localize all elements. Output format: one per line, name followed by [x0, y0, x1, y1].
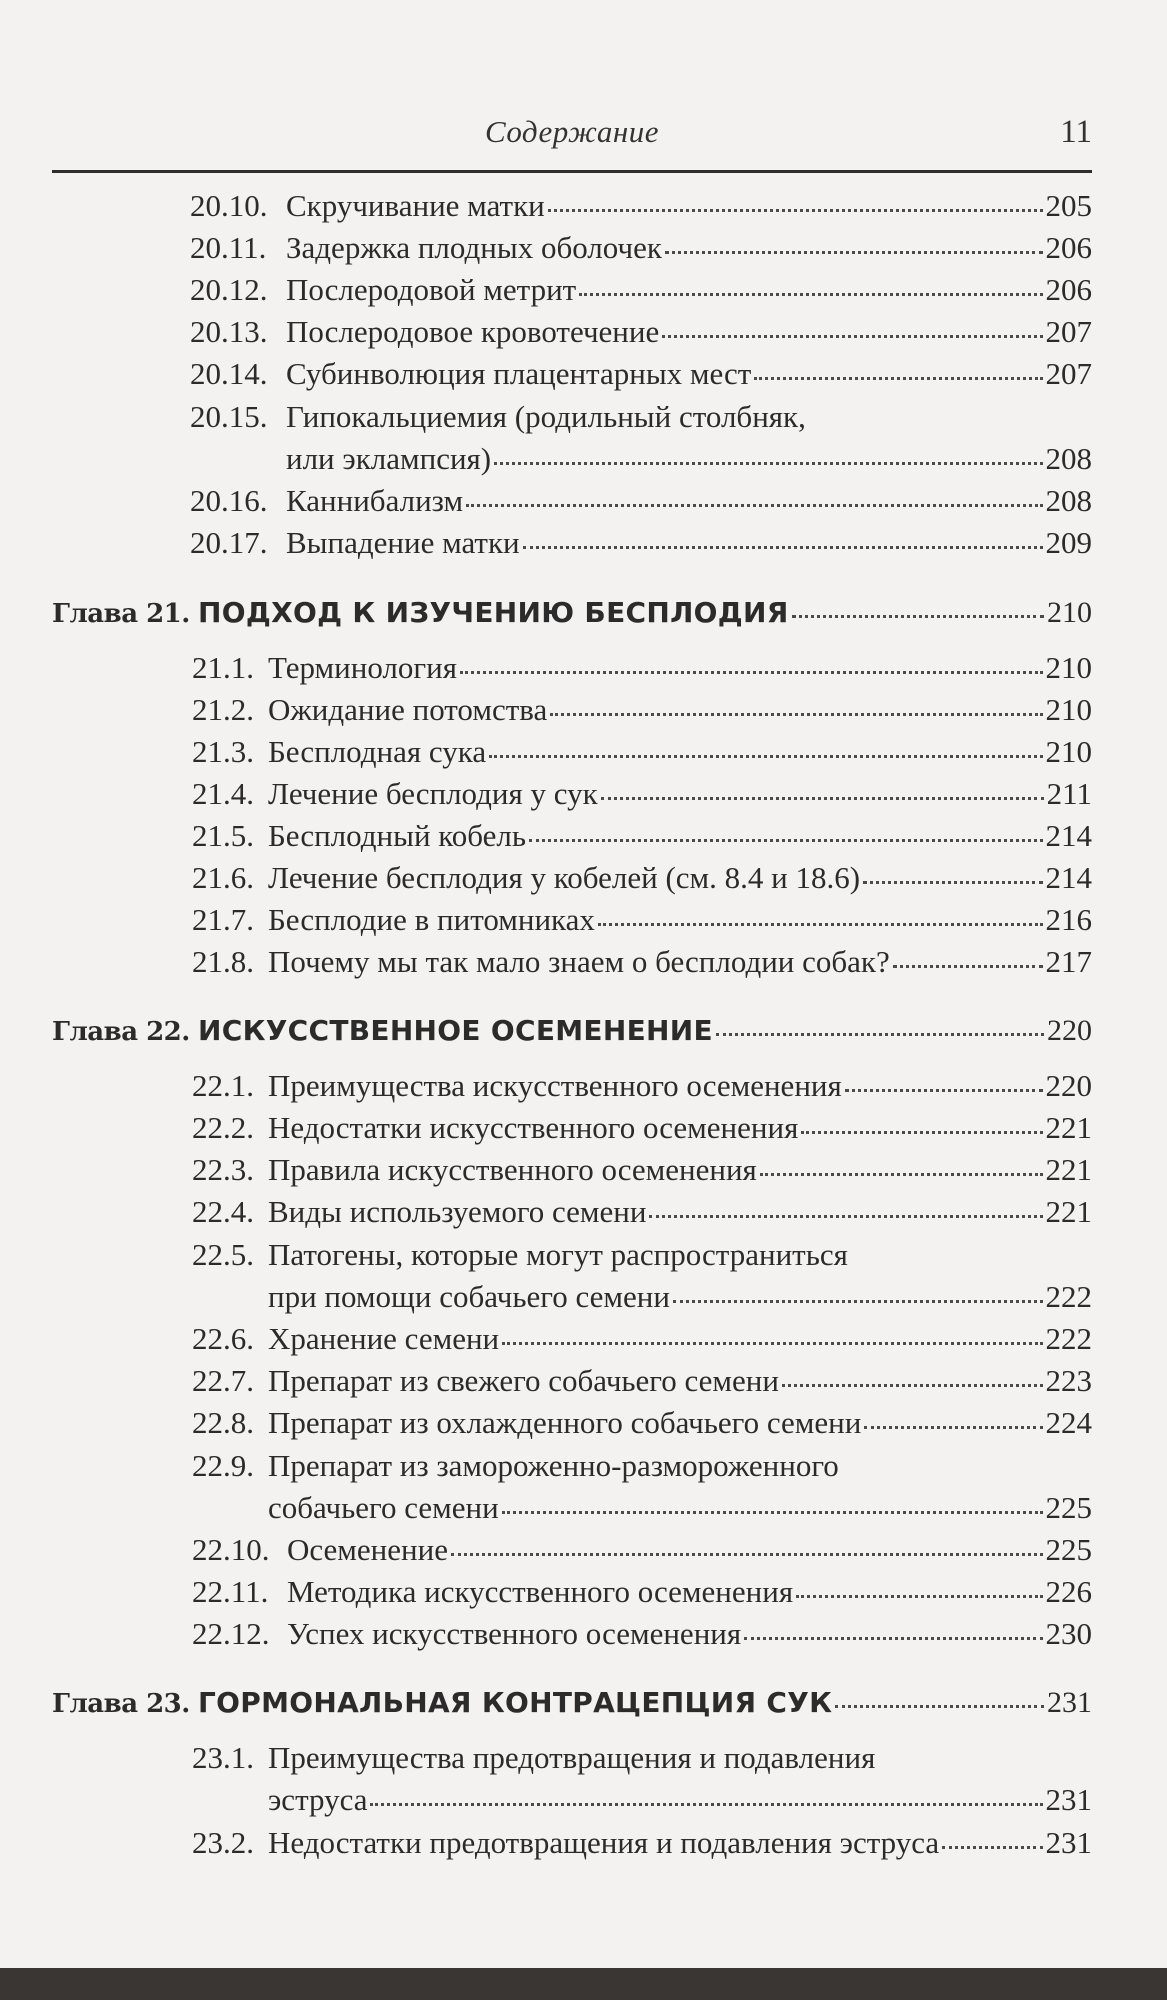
- entry-title: Методика искусственного осеменения: [287, 1574, 794, 1609]
- dot-leader: [673, 1300, 1043, 1303]
- entry-number: 20.12.: [190, 272, 268, 307]
- entry-page: 221: [1045, 1152, 1092, 1187]
- dot-leader: [466, 504, 1042, 507]
- entry-number: 22.8.: [192, 1405, 254, 1440]
- toc-entry[interactable]: [192, 815, 1092, 857]
- entry-title: Бесплодная сука: [268, 734, 487, 769]
- entry-page: 210: [1045, 692, 1092, 727]
- page-edge: [0, 1968, 1167, 2000]
- dot-leader: [754, 377, 1042, 380]
- chapter-page: 210: [1047, 596, 1092, 629]
- toc-entry[interactable]: [268, 1276, 1092, 1318]
- dot-leader: [548, 209, 1043, 212]
- entry-title: эструса: [268, 1782, 368, 1817]
- dot-leader: [845, 1089, 1043, 1092]
- dot-leader: [792, 615, 1044, 618]
- dot-leader: [893, 965, 1043, 968]
- entry-number: 21.7.: [192, 902, 254, 937]
- entry-title: Осеменение: [287, 1532, 448, 1567]
- entry-title: Хранение семени: [268, 1321, 500, 1356]
- entry-title: Патогены, которые могут распространиться: [268, 1237, 848, 1272]
- entry-page: 230: [1045, 1616, 1092, 1651]
- entry-number: 21.3.: [192, 734, 254, 769]
- dot-leader: [782, 1384, 1043, 1387]
- toc-entry[interactable]: [192, 899, 1092, 941]
- entry-number: 21.5.: [192, 818, 254, 853]
- dot-leader: [494, 462, 1042, 465]
- toc-entry[interactable]: [192, 1613, 1092, 1655]
- chapter-heading[interactable]: [52, 1010, 1092, 1052]
- entry-title: Успех искусственного осеменения: [287, 1616, 742, 1651]
- entry-number: 21.4.: [192, 776, 254, 811]
- dot-leader: [601, 797, 1044, 800]
- page-number: 11: [1060, 114, 1092, 150]
- entry-number: 22.12.: [192, 1616, 270, 1651]
- entry-page: 222: [1045, 1279, 1092, 1314]
- chapter-title: ПОДХОД К ИЗУЧЕНИЮ БЕСПЛОДИЯ: [198, 596, 789, 629]
- entry-page: 214: [1045, 860, 1092, 895]
- toc-entry[interactable]: [192, 647, 1092, 689]
- dot-leader: [523, 546, 1043, 549]
- entry-title: Препарат из свежего собачьего семени: [268, 1363, 779, 1398]
- entry-title: собачьего семени: [268, 1490, 499, 1525]
- dot-leader: [502, 1342, 1042, 1345]
- dot-leader: [835, 1705, 1044, 1708]
- entry-number: 20.17.: [190, 525, 268, 560]
- entry-number: 23.2.: [192, 1825, 254, 1860]
- toc-entry[interactable]: [192, 1822, 1092, 1864]
- entry-number: 22.5.: [192, 1237, 254, 1272]
- toc-entry[interactable]: [268, 1487, 1092, 1529]
- toc-entry[interactable]: [190, 480, 1092, 522]
- entry-page: 210: [1045, 650, 1092, 685]
- entry-page: 231: [1045, 1825, 1092, 1860]
- dot-leader: [662, 335, 1042, 338]
- toc-entry[interactable]: [190, 227, 1092, 269]
- chapter-heading[interactable]: [52, 1682, 1092, 1724]
- toc-entry[interactable]: [192, 731, 1092, 773]
- entry-page: 207: [1045, 314, 1092, 349]
- toc-entry[interactable]: [190, 396, 806, 438]
- entry-title: Скручивание матки: [286, 188, 545, 223]
- entry-title: Задержка плодных оболочек: [286, 230, 662, 265]
- entry-page: 209: [1045, 525, 1092, 560]
- entry-number: 23.1.: [192, 1740, 254, 1775]
- chapter-heading[interactable]: [52, 592, 1092, 634]
- entry-title: Лечение бесплодия у кобелей (см. 8.4 и 18.6): [268, 860, 861, 895]
- toc-entry[interactable]: [192, 1402, 1092, 1444]
- toc-entry[interactable]: [192, 1234, 848, 1276]
- entry-title: Почему мы так мало знаем о бесплодии собак?: [268, 944, 890, 979]
- chapter-label: Глава 22.: [52, 1017, 190, 1047]
- entry-title: Лечение бесплодия у сук: [268, 776, 598, 811]
- entry-page: 205: [1045, 188, 1092, 223]
- entry-title: Бесплодный кобель: [268, 818, 527, 853]
- entry-page: 208: [1045, 483, 1092, 518]
- entry-page: 224: [1045, 1405, 1092, 1440]
- toc-entry[interactable]: [190, 353, 1092, 395]
- chapter-page: 220: [1047, 1014, 1092, 1047]
- chapter-title: ГОРМОНАЛЬНАЯ КОНТРАЦЕПЦИЯ СУК: [198, 1686, 833, 1719]
- dot-leader: [598, 923, 1043, 926]
- entry-number: 22.6.: [192, 1321, 254, 1356]
- entry-title: Правила искусственного осеменения: [268, 1152, 757, 1187]
- entry-number: 21.6.: [192, 860, 254, 895]
- entry-title: Послеродовой метрит: [286, 272, 577, 307]
- toc-entry[interactable]: [192, 857, 1092, 899]
- dot-leader: [649, 1215, 1042, 1218]
- entry-page: 207: [1045, 356, 1092, 391]
- entry-number: 21.2.: [192, 692, 254, 727]
- dot-leader: [760, 1173, 1043, 1176]
- running-title: Содержание: [484, 114, 660, 149]
- entry-number: 22.4.: [192, 1194, 254, 1229]
- dot-leader: [864, 1426, 1042, 1429]
- entry-page: 214: [1045, 818, 1092, 853]
- dot-leader: [529, 839, 1042, 842]
- dot-leader: [579, 293, 1042, 296]
- entry-title: при помощи собачьего семени: [268, 1279, 670, 1314]
- entry-title: Преимущества искусственного осеменения: [268, 1068, 842, 1103]
- toc-entry[interactable]: [190, 185, 1092, 227]
- entry-number: 20.14.: [190, 356, 268, 391]
- entry-title: Препарат из замороженно-размороженного: [268, 1448, 839, 1483]
- entry-number: 22.7.: [192, 1363, 254, 1398]
- toc-entry[interactable]: [286, 438, 1092, 480]
- toc-entry[interactable]: [192, 941, 1092, 983]
- entry-title: Недостатки искусственного осеменения: [268, 1110, 799, 1145]
- entry-title: Каннибализм: [286, 483, 464, 518]
- entry-number: 20.13.: [190, 314, 268, 349]
- entry-page: 216: [1045, 902, 1092, 937]
- entry-page: 221: [1045, 1110, 1092, 1145]
- entry-number: 21.8.: [192, 944, 254, 979]
- toc-entry[interactable]: [192, 1571, 1092, 1613]
- entry-number: 22.3.: [192, 1152, 254, 1187]
- entry-title: Послеродовое кровотечение: [286, 314, 660, 349]
- entry-title: Бесплодие в питомниках: [268, 902, 595, 937]
- toc-entry[interactable]: [192, 689, 1092, 731]
- entry-number: 20.16.: [190, 483, 268, 518]
- entry-number: 22.1.: [192, 1068, 254, 1103]
- entry-page: 221: [1045, 1194, 1092, 1229]
- entry-title: Преимущества предотвращения и подавления: [268, 1740, 876, 1775]
- dot-leader: [502, 1511, 1043, 1514]
- chapter-title: ИСКУССТВЕННОЕ ОСЕМЕНЕНИЕ: [198, 1014, 713, 1047]
- toc-entry[interactable]: [192, 1737, 875, 1779]
- entry-title: Ожидание потомства: [268, 692, 548, 727]
- toc-entry[interactable]: [190, 269, 1092, 311]
- dot-leader: [451, 1553, 1043, 1556]
- entry-number: 20.10.: [190, 188, 268, 223]
- entry-title: Препарат из охлажденного собачьего семени: [268, 1405, 862, 1440]
- entry-page: 223: [1045, 1363, 1092, 1398]
- entry-page: 220: [1045, 1068, 1092, 1103]
- running-header: [52, 108, 1092, 158]
- toc-entry[interactable]: [192, 1107, 1092, 1149]
- toc-entry[interactable]: [190, 522, 1092, 564]
- entry-number: 20.15.: [190, 399, 268, 434]
- dot-leader: [716, 1033, 1044, 1036]
- entry-title: Гипокальциемия (родильный столбняк,: [286, 399, 806, 434]
- entry-number: 21.1.: [192, 650, 254, 685]
- toc-entry[interactable]: [192, 1149, 1092, 1191]
- dot-leader: [744, 1637, 1042, 1640]
- toc-entry[interactable]: [192, 773, 1092, 815]
- toc-entry[interactable]: [192, 1360, 1092, 1402]
- dot-leader: [665, 251, 1043, 254]
- entry-page: 208: [1045, 441, 1092, 476]
- entry-title: Терминология: [268, 650, 457, 685]
- entry-title: Субинволюция плацентарных мест: [286, 356, 752, 391]
- entry-page: 225: [1045, 1532, 1092, 1567]
- entry-page: 226: [1045, 1574, 1092, 1609]
- entry-page: 217: [1045, 944, 1092, 979]
- entry-page: 206: [1045, 230, 1092, 265]
- chapter-label: Глава 21.: [52, 599, 190, 629]
- toc-entry[interactable]: [190, 311, 1092, 353]
- entry-title: Недостатки предотвращения и подавления эструса: [268, 1825, 940, 1860]
- chapter-label: Глава 23.: [52, 1689, 190, 1719]
- entry-page: 206: [1045, 272, 1092, 307]
- entry-number: 22.9.: [192, 1448, 254, 1483]
- entry-number: 22.2.: [192, 1110, 254, 1145]
- toc-entry[interactable]: [192, 1445, 839, 1487]
- chapter-page: 231: [1047, 1686, 1092, 1719]
- header-rule: [52, 170, 1092, 173]
- entry-page: 222: [1045, 1321, 1092, 1356]
- entry-page: 231: [1045, 1782, 1092, 1817]
- toc-entry[interactable]: [192, 1191, 1092, 1233]
- toc-entry[interactable]: [268, 1779, 1092, 1821]
- dot-leader: [460, 671, 1043, 674]
- entry-number: 20.11.: [190, 230, 267, 265]
- dot-leader: [801, 1131, 1042, 1134]
- dot-leader: [942, 1846, 1042, 1849]
- entry-number: 22.11.: [192, 1574, 269, 1609]
- dot-leader: [550, 713, 1042, 716]
- toc-entry[interactable]: [192, 1529, 1092, 1571]
- dot-leader: [370, 1803, 1042, 1806]
- dot-leader: [796, 1595, 1042, 1598]
- entry-title: Выпадение матки: [286, 525, 520, 560]
- entry-title: или эклампсия): [286, 441, 492, 476]
- dot-leader: [489, 755, 1042, 758]
- entry-title: Виды используемого семени: [268, 1194, 647, 1229]
- entry-page: 211: [1046, 776, 1092, 811]
- dot-leader: [863, 881, 1042, 884]
- entry-number: 22.10.: [192, 1532, 270, 1567]
- entry-page: 210: [1045, 734, 1092, 769]
- entry-page: 225: [1045, 1490, 1092, 1525]
- toc-entry[interactable]: [192, 1065, 1092, 1107]
- toc-entry[interactable]: [192, 1318, 1092, 1360]
